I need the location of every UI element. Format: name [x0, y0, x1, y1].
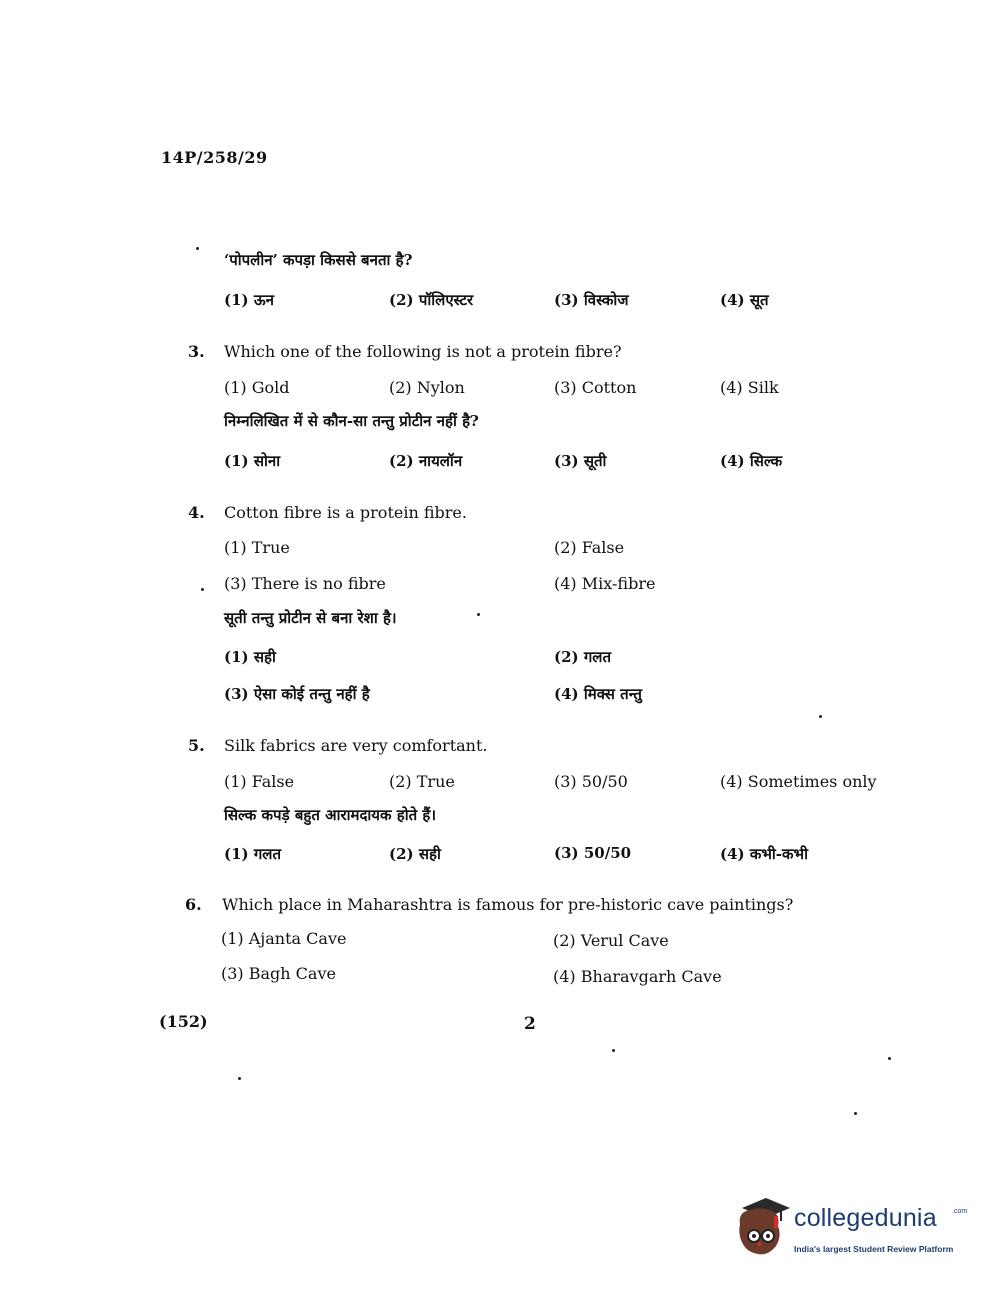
q3-question: Which one of the following is not a protein fibre? [224, 342, 622, 361]
q4-option-1: (1) True [224, 538, 290, 557]
page-number: 2 [524, 1014, 536, 1034]
q6-question: Which place in Maharashtra is famous for pre-historic cave paintings? [222, 895, 794, 914]
student-mascot-icon [736, 1196, 792, 1260]
q6-option-4: (4) Bharavgarh Cave [553, 967, 722, 986]
brand-suffix: .com [952, 1208, 968, 1215]
q4-question: Cotton fibre is a protein fibre. [224, 503, 467, 522]
q2-hindi-option-3: (3) विस्कोज [554, 291, 629, 309]
q4-hindi-option-3: (3) ऐसा कोई तन्तु नहीं है [224, 685, 370, 703]
scan-speck [819, 715, 822, 718]
q5-hindi-option-1: (1) गलत [224, 845, 282, 863]
q4-option-4: (4) Mix-fibre [554, 574, 656, 593]
q6-option-1: (1) Ajanta Cave [221, 929, 347, 948]
scan-speck [238, 1077, 241, 1080]
q5-number: 5. [188, 736, 205, 755]
q3-hindi-question: निम्नलिखित में से कौन-सा तन्तु प्रोटीन नहीं है? [224, 412, 479, 430]
scan-speck [854, 1112, 857, 1115]
q5-hindi-question: सिल्क कपड़े बहुत आरामदायक होते हैं। [224, 806, 437, 824]
scan-speck [477, 613, 480, 616]
q3-hindi-option-1: (1) सोना [224, 452, 281, 470]
q5-option-3: (3) 50/50 [554, 772, 628, 791]
scan-speck [888, 1057, 891, 1060]
scan-speck [196, 247, 199, 250]
q5-option-4: (4) Sometimes only [720, 772, 877, 791]
q2-hindi-option-1: (1) ऊन [224, 291, 274, 309]
q3-hindi-option-3: (3) सूती [554, 452, 607, 470]
brand-name: collegedunia [794, 1204, 937, 1232]
q6-number: 6. [185, 895, 202, 914]
paper-code: 14P/258/29 [161, 148, 268, 167]
q4-hindi-option-1: (1) सही [224, 648, 276, 666]
q5-option-1: (1) False [224, 772, 295, 791]
q4-hindi-question: सूती तन्तु प्रोटीन से बना रेशा है। [224, 609, 397, 627]
q3-hindi-option-4: (4) सिल्क [720, 452, 783, 470]
scan-speck [612, 1049, 615, 1052]
q4-number: 4. [188, 503, 205, 522]
q6-option-2: (2) Verul Cave [553, 931, 669, 950]
q4-hindi-option-4: (4) मिक्स तन्तु [554, 685, 642, 703]
q2-hindi-option-4: (4) सूत [720, 291, 769, 309]
q4-option-3: (3) There is no fibre [224, 574, 386, 593]
brand-tagline: India's largest Student Review Platform [794, 1244, 954, 1254]
q6-option-3: (3) Bagh Cave [221, 964, 336, 983]
q2-hindi-option-2: (2) पॉलिएस्टर [389, 291, 474, 309]
q5-hindi-option-3: (3) 50/50 [554, 844, 632, 862]
q4-hindi-option-2: (2) गलत [554, 648, 612, 666]
q3-option-3: (3) Cotton [554, 378, 637, 397]
scan-speck [201, 588, 204, 591]
q3-number: 3. [188, 342, 205, 361]
q5-hindi-option-2: (2) सही [389, 845, 441, 863]
footer-code: (152) [159, 1012, 208, 1031]
q4-option-2: (2) False [554, 538, 625, 557]
q5-question: Silk fabrics are very comfortant. [224, 736, 488, 755]
q3-hindi-option-2: (2) नायलॉन [389, 452, 463, 470]
q5-option-2: (2) True [389, 772, 455, 791]
q3-option-1: (1) Gold [224, 378, 290, 397]
q3-option-4: (4) Silk [720, 378, 779, 397]
q2-hindi-question: ‘पोपलीन’ कपड़ा किससे बनता है? [224, 251, 413, 269]
q5-hindi-option-4: (4) कभी-कभी [720, 845, 808, 863]
collegedunia-logo [736, 1196, 966, 1260]
q3-option-2: (2) Nylon [389, 378, 465, 397]
